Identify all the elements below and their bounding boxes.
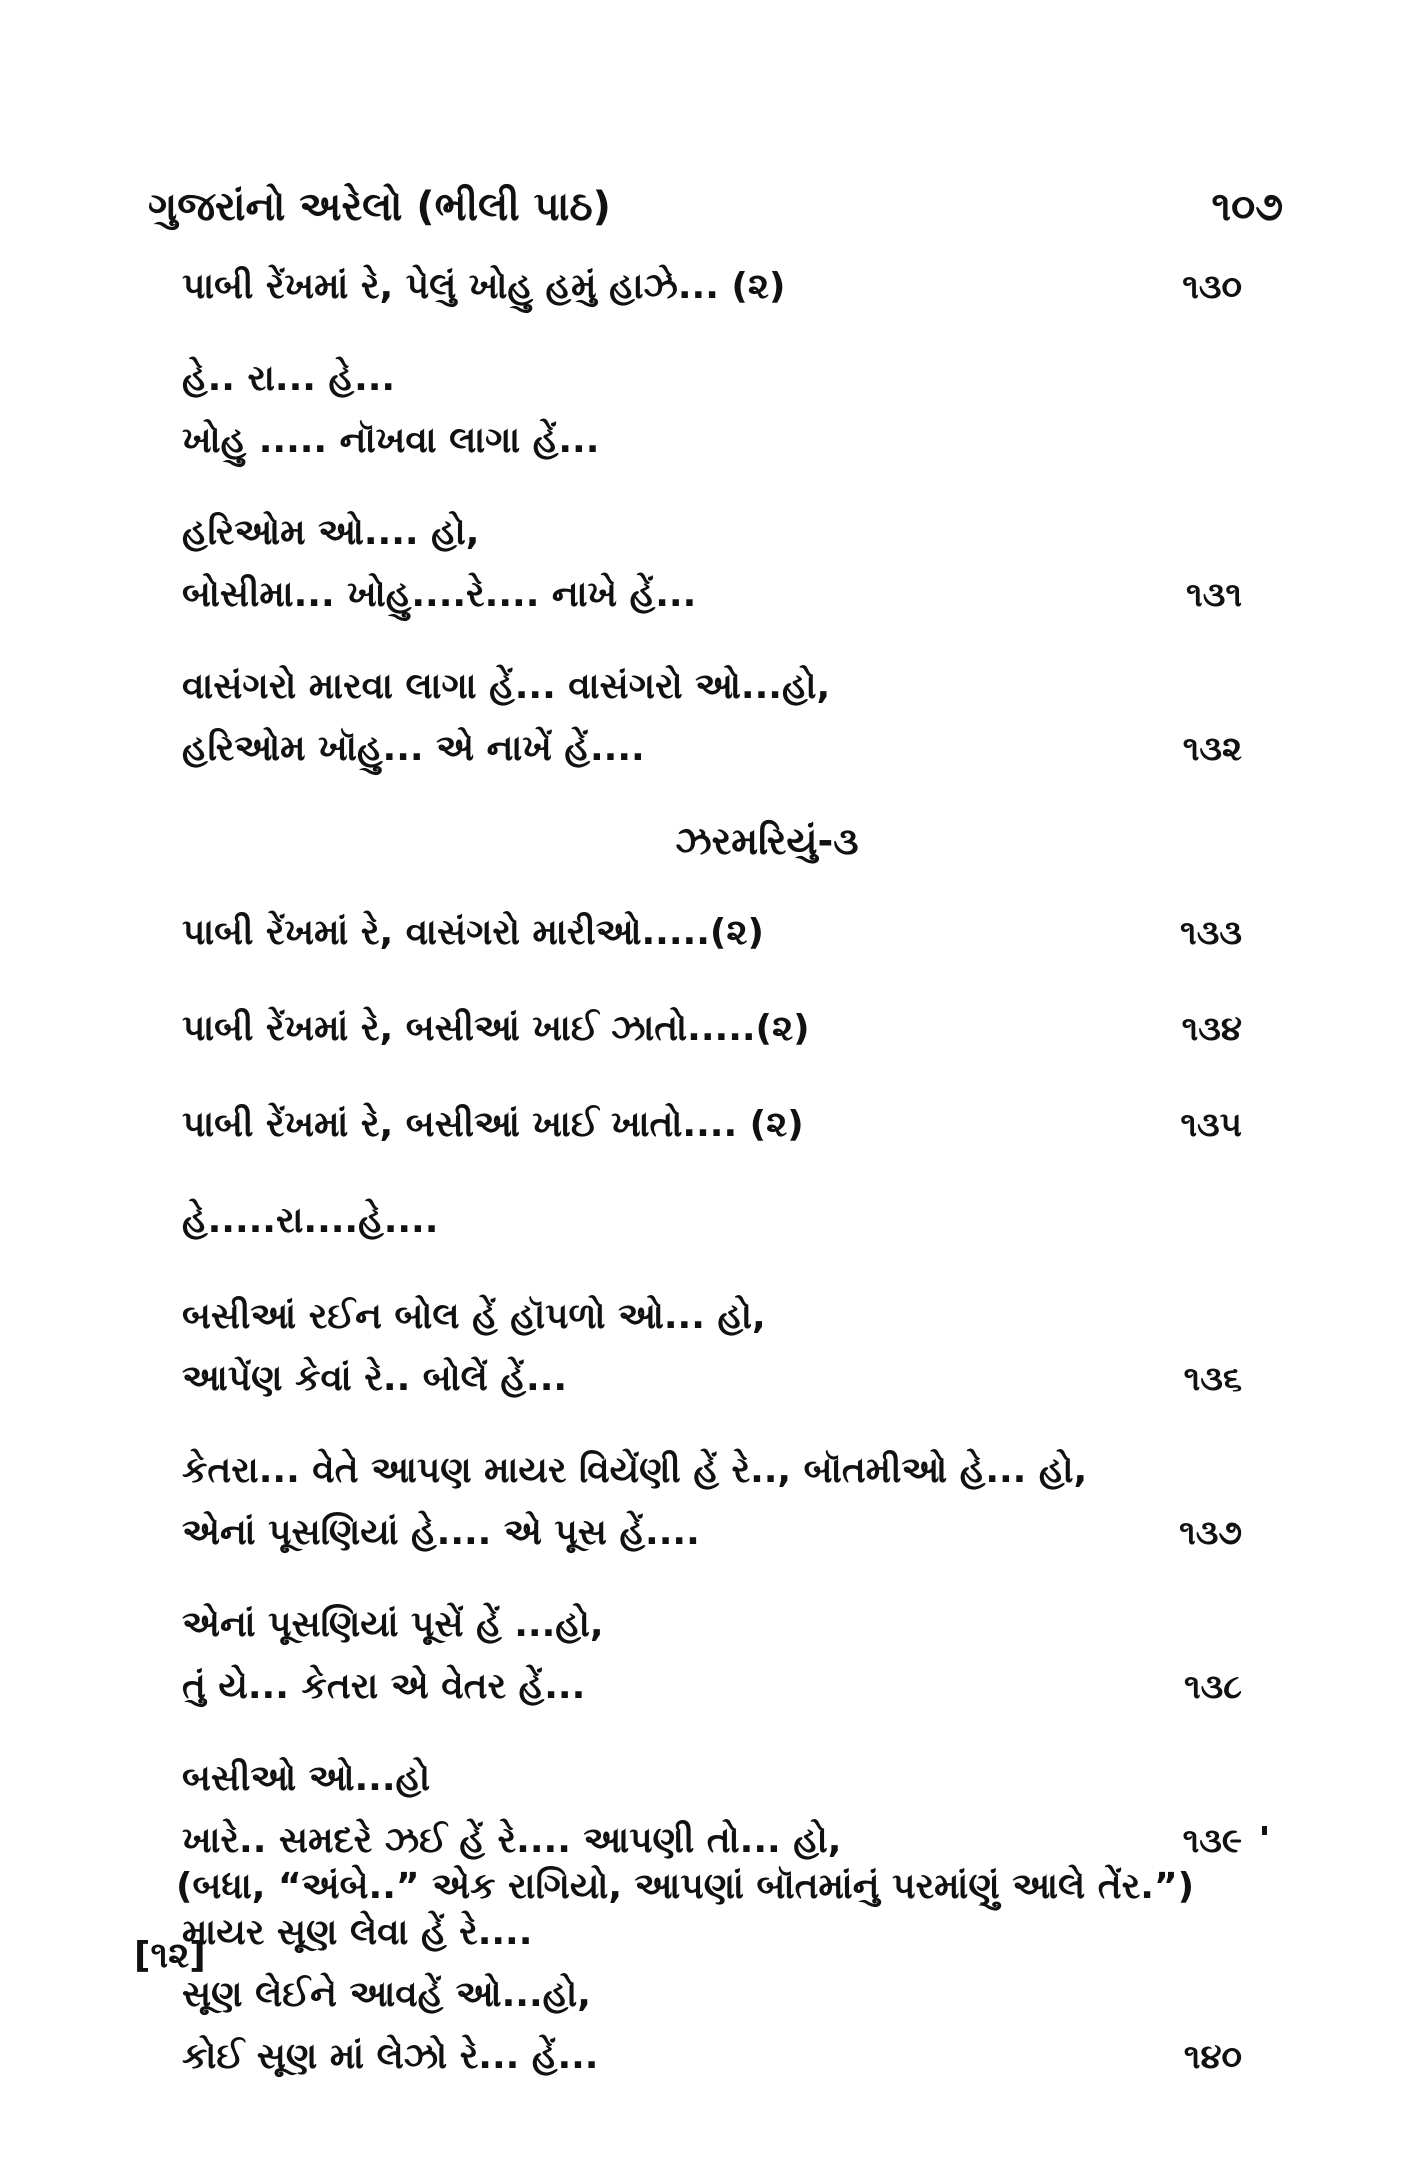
line-number: ૧૩૩ <box>1180 913 1242 953</box>
verse-line: બસીઓ ઓ...હો <box>182 1758 431 1799</box>
line-number: ૧૩૭ <box>1179 1513 1242 1553</box>
stanza-131 <box>182 502 1242 626</box>
stanza-138 <box>182 1594 1242 1718</box>
line-number: ૧૩૦ <box>1182 267 1242 307</box>
line-number: ૧૩૯ <box>1182 1821 1242 1861</box>
verse-line: બોસીમા... ખોહુ....રે.... નાખે હેં... <box>182 574 697 615</box>
stanza-137 <box>182 1440 1242 1564</box>
verse-line: પાબી રેંખમાં રે, પેલું ખોહુ હમું હાઝે... (૨) <box>182 266 786 307</box>
footnote: (બધા, “અંબે..” એક રાગિયો, આપણાં બૉતમાંનું પરમાંણું આલે તેંર.”) <box>176 1866 1195 1907</box>
verse-line: તું યે... કેતરા એ વેતર હેં... <box>182 1666 586 1707</box>
verse-line: ખારે.. સમદરે ઝઈ હેં રે.... આપણી તો... હો, <box>182 1820 842 1861</box>
verse-line: વાસંગરો મારવા લાગા હેં... વાસંગરો ઓ...હો, <box>182 666 831 707</box>
line-number: ૧૩૬ <box>1183 1359 1242 1399</box>
verse-line: પાબી રેંખમાં રે, બસીઆં ખાઈ ખાતો.... (૨) <box>182 1104 804 1145</box>
stanza-136 <box>182 1286 1242 1410</box>
print-speck <box>1262 1826 1267 1835</box>
verse-line: ખોહુ ..... નૉખવા લાગા હેં... <box>182 420 600 461</box>
stanza-refrain <box>182 348 1242 472</box>
verse-line: એનાં પૂસણિયાં હે.... એ પૂસ હેં.... <box>182 1512 700 1553</box>
stanza-135 <box>182 1094 1242 1156</box>
verse-line: કેતરા... વેતે આપણ માયર વિયેંણી હેં રે.., બૉતમીઓ હે... હો, <box>182 1450 1088 1491</box>
verse-line: પાબી રેંખમાં રે, વાસંગરો મારીઓ.....(૨) <box>182 912 764 953</box>
line-number: ૧૩૫ <box>1180 1105 1242 1145</box>
verse-line: આપેંણ કેવાં રે.. બોલેં હેં... <box>182 1358 568 1399</box>
verse-line: પાબી રેંખમાં રે, બસીઆં ખાઈ ઝાતો.....(૨) <box>182 1008 810 1049</box>
stanza-130 <box>182 256 1242 318</box>
verse-line: એનાં પૂસણિયાં પૂસેં હેં ...હો, <box>182 1604 604 1645</box>
stanza-139 <box>182 1748 1242 1872</box>
running-header <box>148 184 1283 244</box>
stanza-refrain-2 <box>182 1190 1242 1252</box>
stanza-134 <box>182 998 1242 1060</box>
line-number: ૧૩૮ <box>1183 1667 1242 1707</box>
line-number: ૧૪૦ <box>1183 2037 1242 2077</box>
poem-body <box>182 256 1242 2104</box>
stanza-132 <box>182 656 1242 780</box>
line-number: ૧૩૧ <box>1186 575 1242 615</box>
verse-line: હે.....રા....હે.... <box>182 1200 439 1241</box>
verse-line: સૂણ લેઈને આવહેં ઓ...હો, <box>182 1974 591 2015</box>
verse-line: કોઈ સૂણ માં લેઝો રે... હેં... <box>182 2036 599 2077</box>
stanza-133 <box>182 902 1242 964</box>
verse-line: હરિઓમ ઓ.... હો, <box>182 512 480 553</box>
verse-line: બસીઆં રઈન બોલ હેં હૉપળો ઓ... હો, <box>182 1296 766 1337</box>
verse-line: હરિઓમ ખૉહુ... એ નાખેં હેં.... <box>182 728 645 769</box>
section-heading: ઝરમરિયું-૩ <box>675 819 859 863</box>
line-number: ૧૩૪ <box>1181 1009 1242 1049</box>
signature-mark: [૧૨] <box>134 1935 206 1976</box>
verse-line: માયર સૂણ લેવા હેં રે.... <box>182 1912 533 1953</box>
page-number: ૧૦૭ <box>1211 184 1283 230</box>
line-number: ૧૩૨ <box>1182 729 1242 769</box>
running-title: ગુજરાંનો અરેલો (ભીલી પાઠ) <box>148 184 611 230</box>
stanza-140 <box>182 1902 1242 2088</box>
verse-line: હે.. રા... હે... <box>182 358 396 399</box>
